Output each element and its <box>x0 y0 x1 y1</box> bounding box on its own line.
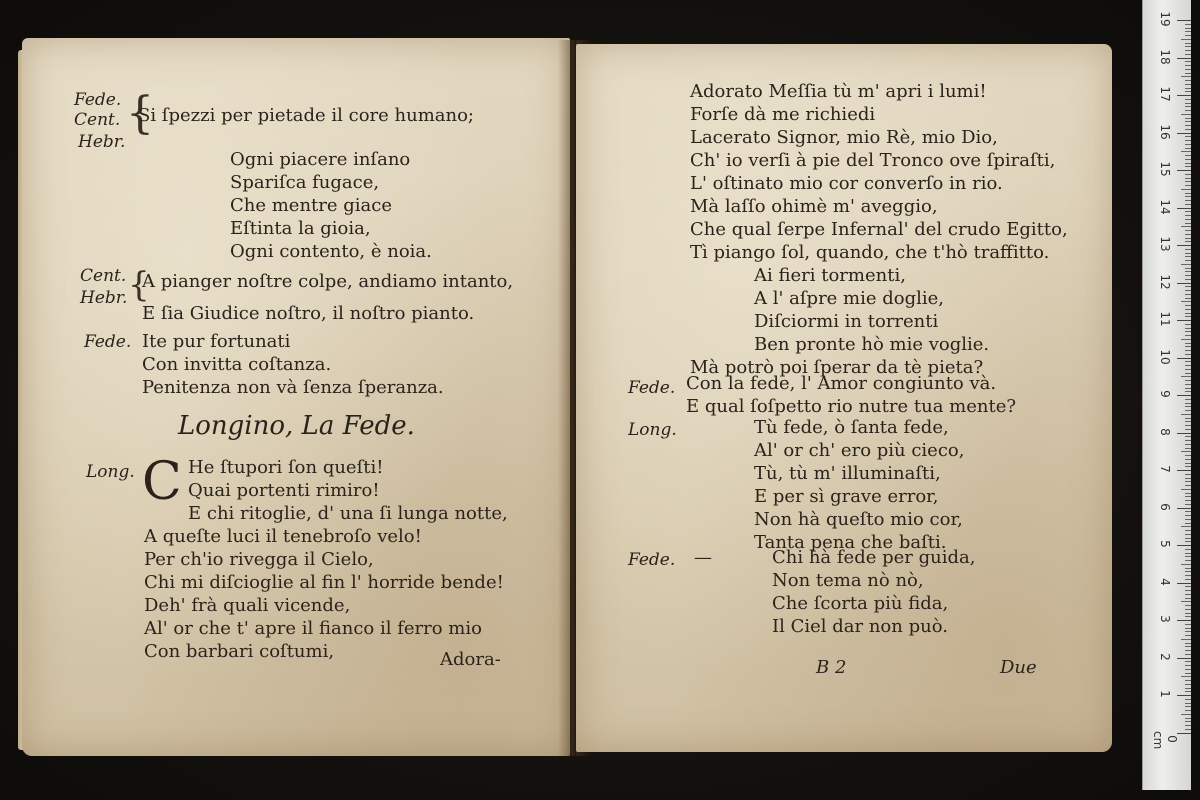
ruler-minor-tick <box>1185 575 1191 576</box>
ruler-minor-tick <box>1185 530 1191 531</box>
ruler-minor-tick <box>1185 354 1191 355</box>
ruler-minor-tick <box>1185 699 1191 700</box>
ruler-minor-tick <box>1185 721 1191 722</box>
ruler-minor-tick <box>1185 455 1191 456</box>
ruler-minor-tick <box>1185 680 1191 681</box>
ruler-number: 6 <box>1158 502 1172 511</box>
verse-line: L' oſtinato mio cor converſo in rio. <box>690 173 1003 194</box>
ruler-minor-tick <box>1185 635 1191 636</box>
verse-line: Eſtinta la gioia, <box>230 218 371 239</box>
ruler-minor-tick <box>1185 710 1191 711</box>
ruler-minor-tick <box>1185 586 1191 587</box>
ruler-minor-tick <box>1185 384 1191 385</box>
ruler-minor-tick <box>1185 211 1191 212</box>
ruler-major-tick <box>1177 583 1191 584</box>
ruler-minor-tick <box>1185 463 1191 464</box>
verse-line: Ai fieri tormenti, <box>754 265 906 286</box>
ruler-minor-tick <box>1185 316 1191 317</box>
ruler-minor-tick <box>1181 301 1191 302</box>
ruler-minor-tick <box>1185 118 1191 119</box>
verse-line: Tì piango ſol, quando, che t'hò traffitto. <box>690 242 1050 263</box>
verse-line: Non tema nò nò, <box>772 570 924 591</box>
speaker-fede: Fede. <box>74 90 122 110</box>
ruler-minor-tick <box>1185 275 1191 276</box>
ruler-major-tick <box>1177 470 1191 471</box>
ruler-minor-tick <box>1185 260 1191 261</box>
ruler-minor-tick <box>1185 661 1191 662</box>
ruler-minor-tick <box>1181 414 1191 415</box>
ruler-minor-tick <box>1181 39 1191 40</box>
verse-line: Che ſcorta più fida, <box>772 593 949 614</box>
ruler-minor-tick <box>1185 365 1191 366</box>
ruler-minor-tick <box>1185 24 1191 25</box>
ruler-minor-tick <box>1185 185 1191 186</box>
ruler-number: 14 <box>1158 198 1172 215</box>
ruler-major-tick <box>1177 283 1191 284</box>
scene-heading: Longino, La Fede. <box>178 411 415 441</box>
verse-line: A pianger noſtre colpe, andiamo intanto, <box>142 271 514 292</box>
ruler-minor-tick <box>1185 69 1191 70</box>
ruler-minor-tick <box>1185 729 1191 730</box>
ruler-minor-tick <box>1185 568 1191 569</box>
ruler-minor-tick <box>1185 646 1191 647</box>
ruler-minor-tick <box>1185 493 1191 494</box>
ruler-minor-tick <box>1185 631 1191 632</box>
ruler-minor-tick <box>1185 136 1191 137</box>
ruler-minor-tick <box>1185 140 1191 141</box>
ruler-minor-tick <box>1185 61 1191 62</box>
ruler-minor-tick <box>1185 223 1191 224</box>
speaker-cent: Cent. <box>74 110 121 130</box>
catchword: Adora- <box>440 649 501 670</box>
ruler-minor-tick <box>1185 718 1191 719</box>
ruler-minor-tick <box>1185 328 1191 329</box>
ruler-minor-tick <box>1181 114 1191 115</box>
ruler-minor-tick <box>1185 238 1191 239</box>
ruler-minor-tick <box>1185 421 1191 422</box>
verse-line: A l' aſpre mie doglie, <box>754 288 945 309</box>
speaker-cent: Cent. <box>80 266 127 286</box>
ruler-minor-tick <box>1185 193 1191 194</box>
ruler-minor-tick <box>1185 200 1191 201</box>
ruler-minor-tick <box>1185 305 1191 306</box>
verse-line: Ch' io verſi à pie del Tronco ove ſpiraſti, <box>690 150 1056 171</box>
right-page <box>576 44 1112 752</box>
verse-line: Chi mi diſcioglie al fin l' horride bende! <box>144 572 504 593</box>
ruler-minor-tick <box>1185 669 1191 670</box>
ruler-major-tick <box>1177 658 1191 659</box>
ruler-minor-tick <box>1185 256 1191 257</box>
verse-line: Tù, tù m' illuminaſti, <box>754 463 941 484</box>
ruler-major-tick <box>1177 433 1191 434</box>
ruler-number: 13 <box>1158 236 1172 252</box>
ruler-major-tick <box>1177 733 1191 734</box>
ruler-minor-tick <box>1185 519 1191 520</box>
ruler-major-tick <box>1177 58 1191 59</box>
ruler-minor-tick <box>1181 601 1191 602</box>
verse-line: Ben pronte hò mie voglie. <box>754 334 990 355</box>
ruler-number: 17 <box>1158 86 1172 102</box>
speaker-long: Long. <box>628 420 677 440</box>
ruler-minor-tick <box>1185 613 1191 614</box>
ruler-minor-tick <box>1185 91 1191 92</box>
ruler-minor-tick <box>1185 343 1191 344</box>
ruler-minor-tick <box>1185 73 1191 74</box>
ruler-number: 3 <box>1158 615 1172 623</box>
ruler-minor-tick <box>1181 676 1191 677</box>
verse-line: A queſte luci il tenebroſo velo! <box>144 526 422 547</box>
ruler-minor-tick <box>1185 268 1191 269</box>
verse-line: Con invitta coſtanza. <box>142 354 332 375</box>
ruler-minor-tick <box>1185 579 1191 580</box>
verse-line: Che qual ſerpe Infernal' del crudo Egitto, <box>690 219 1068 240</box>
ruler-minor-tick <box>1185 50 1191 51</box>
ruler-minor-tick <box>1185 331 1191 332</box>
verse-line: Tù fede, ò ſanta fede, <box>754 417 949 438</box>
ruler-minor-tick <box>1185 155 1191 156</box>
ruler-minor-tick <box>1185 399 1191 400</box>
ruler-minor-tick <box>1185 691 1191 692</box>
verse-line: Adorato Meſſia tù m' apri i lumi! <box>690 81 987 102</box>
ruler-minor-tick <box>1185 99 1191 100</box>
ruler-minor-tick <box>1185 125 1191 126</box>
ruler-minor-tick <box>1185 725 1191 726</box>
ruler-minor-tick <box>1185 403 1191 404</box>
ruler-major-tick <box>1177 95 1191 96</box>
ruler-major-tick <box>1177 208 1191 209</box>
verse-line: Con barbari coſtumi, <box>144 641 335 662</box>
verse-line: E qual ſoſpetto rio nutre tua mente? <box>686 396 1016 417</box>
ruler-minor-tick <box>1185 504 1191 505</box>
ruler-minor-tick <box>1185 219 1191 220</box>
ruler-number: 1 <box>1158 690 1172 698</box>
verse-line: Spariſca fugace, <box>230 172 380 193</box>
ruler-minor-tick <box>1185 703 1191 704</box>
ruler-number: 7 <box>1158 465 1172 473</box>
ruler-minor-tick <box>1185 654 1191 655</box>
verse-line: Per ch'io rivegga il Cielo, <box>144 549 374 570</box>
ruler-minor-tick <box>1181 489 1191 490</box>
ruler-minor-tick <box>1185 650 1191 651</box>
ruler-minor-tick <box>1185 241 1191 242</box>
ruler-minor-tick <box>1185 350 1191 351</box>
verse-line: Con la fede, l' Amor congiunto và. <box>686 373 997 394</box>
ruler-minor-tick <box>1185 106 1191 107</box>
ruler-minor-tick <box>1181 714 1191 715</box>
ruler-number: 16 <box>1158 123 1172 140</box>
ruler-minor-tick <box>1185 485 1191 486</box>
verse-line: E chi ritoglie, d' una ſi lunga notte, <box>188 503 508 524</box>
ruler-minor-tick <box>1185 369 1191 370</box>
ruler-minor-tick <box>1185 294 1191 295</box>
ruler-major-tick <box>1177 133 1191 134</box>
ruler-minor-tick <box>1181 226 1191 227</box>
verse-line: Quai portenti rimiro! <box>188 480 380 501</box>
ruler-minor-tick <box>1185 665 1191 666</box>
ruler-major-tick <box>1177 545 1191 546</box>
verse-line: Tanta pena che baſti. <box>754 532 947 553</box>
speaker-fede: Fede. <box>628 378 676 398</box>
ruler-minor-tick <box>1185 148 1191 149</box>
verse-line: Ogni piacere inſano <box>230 149 411 170</box>
ruler-number: 4 <box>1158 577 1172 586</box>
verse-line: Al' or ch' ero più cieco, <box>754 440 965 461</box>
ruler-minor-tick <box>1185 459 1191 460</box>
speaker-hebr: Hebr. <box>78 132 126 152</box>
ruler-minor-tick <box>1185 290 1191 291</box>
verse-line: Diſciormi in torrenti <box>754 311 939 332</box>
ruler-minor-tick <box>1185 478 1191 479</box>
speaker-fede: Fede. <box>84 332 132 352</box>
ruler-major-tick <box>1177 320 1191 321</box>
ruler-minor-tick <box>1185 538 1191 539</box>
brace: { <box>126 88 154 139</box>
ruler-minor-tick <box>1185 688 1191 689</box>
ruler-major-tick <box>1177 170 1191 171</box>
ruler-minor-tick <box>1185 279 1191 280</box>
ruler-minor-tick <box>1185 346 1191 347</box>
ruler-minor-tick <box>1185 444 1191 445</box>
ruler-minor-tick <box>1185 121 1191 122</box>
speaker-long: Long. <box>86 462 135 482</box>
ruler-minor-tick <box>1185 286 1191 287</box>
verse-line: E per sì grave error, <box>754 486 939 507</box>
ruler-minor-tick <box>1185 103 1191 104</box>
verse-line: Lacerato Signor, mio Rè, mio Dio, <box>690 127 998 148</box>
ruler-minor-tick <box>1185 410 1191 411</box>
verse-line: Mà potrò poi ſperar da tè pieta? <box>690 357 984 378</box>
dash: — <box>694 547 712 568</box>
ruler-major-tick <box>1177 620 1191 621</box>
ruler-minor-tick <box>1181 564 1191 565</box>
ruler-number: 9 <box>1158 390 1172 398</box>
ruler-minor-tick <box>1185 174 1191 175</box>
ruler-minor-tick <box>1185 523 1191 524</box>
ruler-minor-tick <box>1185 380 1191 381</box>
ruler-minor-tick <box>1185 609 1191 610</box>
ruler-minor-tick <box>1185 418 1191 419</box>
ruler-minor-tick <box>1185 466 1191 467</box>
ruler-number: 18 <box>1158 48 1172 65</box>
ruler-minor-tick <box>1185 313 1191 314</box>
verse-line: Forſe dà me richiedi <box>690 104 876 125</box>
brace: { <box>128 265 150 305</box>
ruler-minor-tick <box>1185 391 1191 392</box>
ruler-major-tick <box>1177 508 1191 509</box>
measuring-ruler <box>1142 0 1191 790</box>
ruler-minor-tick <box>1185 234 1191 235</box>
ruler-minor-tick <box>1185 388 1191 389</box>
verse-line: Che mentre giace <box>230 195 393 216</box>
ruler-minor-tick <box>1185 361 1191 362</box>
ruler-minor-tick <box>1185 406 1191 407</box>
ruler-minor-tick <box>1185 298 1191 299</box>
ruler-minor-tick <box>1185 628 1191 629</box>
ruler-minor-tick <box>1185 35 1191 36</box>
ruler-minor-tick <box>1181 639 1191 640</box>
signature-mark: B 2 <box>816 657 847 678</box>
ruler-minor-tick <box>1181 376 1191 377</box>
ruler-minor-tick <box>1181 526 1191 527</box>
ruler-minor-tick <box>1181 264 1191 265</box>
catchword: Due <box>1000 657 1037 678</box>
verse-line: Al' or che t' apre il fianco il ferro mio <box>144 618 482 639</box>
ruler-minor-tick <box>1185 54 1191 55</box>
left-page <box>22 38 570 756</box>
ruler-minor-tick <box>1185 553 1191 554</box>
ruler-minor-tick <box>1185 571 1191 572</box>
ruler-minor-tick <box>1185 541 1191 542</box>
ruler-minor-tick <box>1181 339 1191 340</box>
ruler-minor-tick <box>1185 84 1191 85</box>
ruler-minor-tick <box>1185 166 1191 167</box>
verse-line: Deh' frà quali vicende, <box>144 595 351 616</box>
ruler-minor-tick <box>1185 196 1191 197</box>
ruler-minor-tick <box>1185 144 1191 145</box>
drop-cap: C <box>142 452 182 512</box>
ruler-number: 2 <box>1158 652 1172 661</box>
ruler-minor-tick <box>1185 436 1191 437</box>
ruler-minor-tick <box>1185 684 1191 685</box>
ruler-minor-tick <box>1185 598 1191 599</box>
ruler-minor-tick <box>1185 605 1191 606</box>
ruler-minor-tick <box>1185 590 1191 591</box>
ruler-major-tick <box>1177 20 1191 21</box>
ruler-minor-tick <box>1185 28 1191 29</box>
verse-line: Mà laſſo ohimè m' aveggio, <box>690 196 938 217</box>
ruler-minor-tick <box>1185 309 1191 310</box>
verse-line: Si ſpezzi per pietade il core humano; <box>138 105 474 126</box>
verse-line: E ſia Giudice noſtro, il noſtro pianto. <box>142 303 475 324</box>
ruler-minor-tick <box>1185 230 1191 231</box>
verse-line: Il Ciel dar non può. <box>772 616 948 637</box>
ruler-minor-tick <box>1185 181 1191 182</box>
ruler-minor-tick <box>1181 76 1191 77</box>
ruler-minor-tick <box>1185 534 1191 535</box>
ruler-minor-tick <box>1185 178 1191 179</box>
ruler-minor-tick <box>1185 515 1191 516</box>
ruler-minor-tick <box>1185 706 1191 707</box>
verse-line: Ogni contento, è noia. <box>230 241 432 262</box>
ruler-minor-tick <box>1185 324 1191 325</box>
ruler-minor-tick <box>1185 215 1191 216</box>
ruler-major-tick <box>1177 245 1191 246</box>
ruler-minor-tick <box>1185 594 1191 595</box>
ruler-number: 11 <box>1158 311 1172 327</box>
verse-line: Non hà queſto mio cor, <box>754 509 963 530</box>
ruler-minor-tick <box>1185 429 1191 430</box>
ruler-minor-tick <box>1185 159 1191 160</box>
ruler-minor-tick <box>1185 110 1191 111</box>
verse-line: Ite pur fortunati <box>142 331 291 352</box>
ruler-minor-tick <box>1185 335 1191 336</box>
ruler-minor-tick <box>1181 151 1191 152</box>
ruler-number: 12 <box>1158 273 1172 290</box>
ruler-minor-tick <box>1185 425 1191 426</box>
ruler-minor-tick <box>1185 43 1191 44</box>
ruler-minor-tick <box>1185 474 1191 475</box>
ruler-minor-tick <box>1185 556 1191 557</box>
ruler-minor-tick <box>1185 129 1191 130</box>
ruler-minor-tick <box>1185 88 1191 89</box>
ruler-number: 15 <box>1158 161 1172 177</box>
ruler-minor-tick <box>1185 163 1191 164</box>
ruler-major-tick <box>1177 358 1191 359</box>
ruler-minor-tick <box>1185 204 1191 205</box>
speaker-fede: Fede. <box>628 550 676 570</box>
verse-line: Chi hà fede per guida, <box>772 547 976 568</box>
ruler-minor-tick <box>1185 481 1191 482</box>
ruler-minor-tick <box>1185 496 1191 497</box>
ruler-minor-tick <box>1185 673 1191 674</box>
ruler-minor-tick <box>1185 643 1191 644</box>
ruler-number: 5 <box>1158 540 1172 548</box>
ruler-major-tick <box>1177 395 1191 396</box>
speaker-hebr: Hebr. <box>80 288 128 308</box>
ruler-major-tick <box>1177 695 1191 696</box>
ruler-minor-tick <box>1185 271 1191 272</box>
ruler-minor-tick <box>1185 448 1191 449</box>
ruler-minor-tick <box>1185 500 1191 501</box>
ruler-minor-tick <box>1185 511 1191 512</box>
ruler-minor-tick <box>1185 65 1191 66</box>
verse-line: Penitenza non và ſenza ſperanza. <box>142 377 444 398</box>
ruler-minor-tick <box>1185 253 1191 254</box>
ruler-minor-tick <box>1181 189 1191 190</box>
ruler-minor-tick <box>1185 31 1191 32</box>
ruler-minor-tick <box>1185 549 1191 550</box>
ruler-number: 10 <box>1158 348 1172 365</box>
ruler-minor-tick <box>1185 373 1191 374</box>
ruler-minor-tick <box>1185 624 1191 625</box>
ruler-minor-tick <box>1185 249 1191 250</box>
ruler-minor-tick <box>1185 46 1191 47</box>
ruler-minor-tick <box>1185 616 1191 617</box>
ruler-number: 0 cm <box>1151 730 1179 749</box>
verse-line: He ſtupori ſon queſti! <box>188 457 384 478</box>
ruler-minor-tick <box>1185 80 1191 81</box>
ruler-minor-tick <box>1181 451 1191 452</box>
ruler-minor-tick <box>1185 560 1191 561</box>
ruler-number: 8 <box>1158 427 1172 436</box>
ruler-minor-tick <box>1185 440 1191 441</box>
ruler-number: 19 <box>1158 11 1172 27</box>
